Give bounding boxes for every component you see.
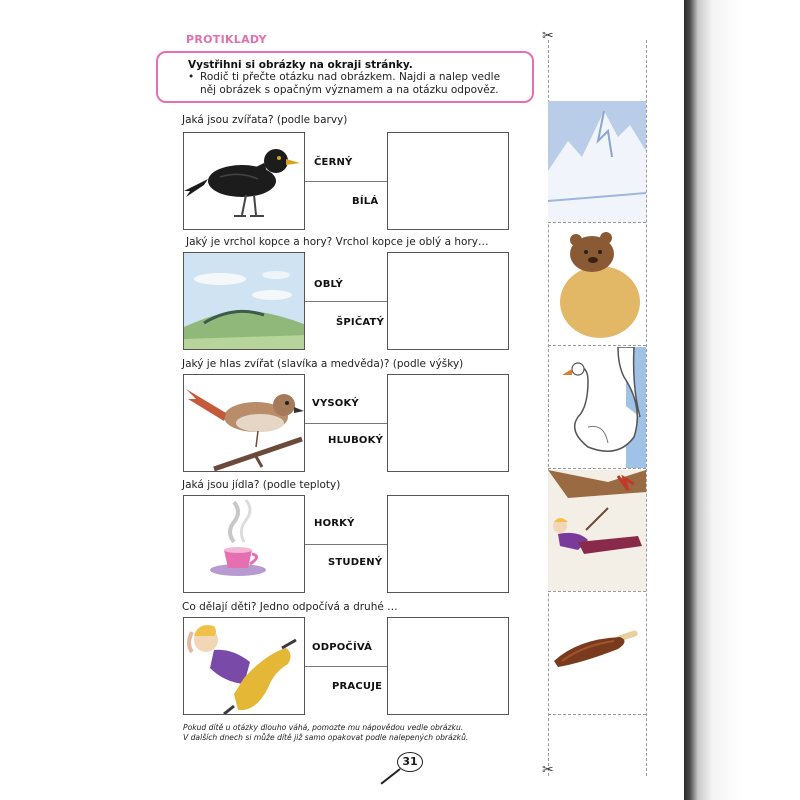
snowy-mountain-icon — [548, 101, 646, 222]
swan-icon — [548, 347, 646, 468]
word-top-5: ODPOČÍVÁ — [312, 642, 373, 653]
cut-line-h1 — [548, 222, 646, 223]
cut-line-h3 — [548, 468, 646, 469]
answer-box-3[interactable] — [387, 374, 509, 472]
ice-cream-icon — [548, 593, 646, 714]
divider-line-3 — [305, 423, 387, 424]
footnote-line-1: Pokud dítě u otázky dlouho váhá, pomozte mu nápovědou vedle obrázku. — [183, 723, 464, 732]
blackbird-icon — [184, 133, 305, 230]
cutout-4[interactable] — [548, 470, 646, 591]
cut-line-right — [646, 40, 647, 776]
image-box-5 — [183, 617, 305, 715]
bear-icon — [548, 224, 646, 345]
instruction-box — [156, 51, 534, 103]
image-box-3 — [183, 374, 305, 472]
word-bottom-1: BÍLÁ — [352, 196, 379, 207]
answer-box-2[interactable] — [387, 252, 509, 350]
word-bottom-4: STUDENÝ — [328, 557, 383, 568]
image-box-1 — [183, 132, 305, 230]
answer-box-4[interactable] — [387, 495, 509, 593]
hot-cup-icon — [184, 496, 305, 593]
answer-box-1[interactable] — [387, 132, 509, 230]
page-edge-shadow — [684, 0, 800, 800]
word-top-1: ČERNÝ — [314, 157, 353, 168]
footnote-line-2: V dalších dnech si může dítě již samo opakovat podle nalepených obrázků. — [183, 733, 469, 742]
image-box-4 — [183, 495, 305, 593]
footnote — [183, 723, 503, 743]
image-box-2 — [183, 252, 305, 350]
instruction-title: Vystřihni si obrázky na okraji stránky. — [188, 59, 413, 71]
rounded-hill-icon — [184, 253, 305, 350]
word-top-4: HORKÝ — [314, 518, 355, 529]
question-3: Jaký je hlas zvířat (slavíka a medvěda)? (podle výšky) — [182, 358, 464, 370]
question-4: Jaká jsou jídla? (podle teploty) — [182, 479, 341, 491]
cut-line-h2 — [548, 345, 646, 346]
question-5: Co dělají děti? Jedno odpočívá a druhé … — [182, 601, 398, 613]
instruction-bullet-line-1: Rodič ti přečte otázku nad obrázkem. Najdi a nalep vedle — [200, 71, 501, 83]
question-1: Jaká jsou zvířata? (podle barvy) — [182, 114, 348, 126]
scissors-icon-top[interactable]: ✂ — [542, 28, 554, 44]
word-bottom-2: ŠPIČATÝ — [336, 317, 385, 328]
divider-line-1 — [305, 181, 387, 182]
cutout-5[interactable] — [548, 593, 646, 714]
word-bottom-3: HLUBOKÝ — [328, 435, 384, 446]
cutout-strip — [548, 101, 646, 717]
word-bottom-5: PRACUJE — [332, 681, 383, 692]
page-number: 31 — [397, 752, 423, 772]
word-top-3: VYSOKÝ — [312, 398, 359, 409]
divider-line-2 — [305, 301, 387, 302]
instruction-bullet-line-2: něj obrázek s opačným významem a na otázku odpověz. — [200, 84, 499, 96]
divider-line-5 — [305, 666, 387, 667]
cutout-2[interactable] — [548, 224, 646, 345]
working-boy-icon — [548, 470, 646, 591]
magnifier-handle-icon — [380, 768, 400, 784]
word-top-2: OBLÝ — [314, 279, 343, 290]
section-label: PROTIKLADY — [186, 33, 267, 46]
divider-line-4 — [305, 544, 387, 545]
cutout-3[interactable] — [548, 347, 646, 468]
cutout-1[interactable] — [548, 101, 646, 222]
answer-box-5[interactable] — [387, 617, 509, 715]
cut-line-h5 — [548, 714, 646, 715]
nightingale-icon — [184, 375, 305, 472]
resting-boy-icon — [184, 618, 305, 715]
scissors-icon-bottom[interactable]: ✂ — [542, 762, 554, 778]
cut-line-h4 — [548, 591, 646, 592]
question-2: Jaký je vrchol kopce a hory? Vrchol kopce je oblý a hory… — [186, 236, 489, 248]
instruction-bullet — [188, 71, 522, 97]
